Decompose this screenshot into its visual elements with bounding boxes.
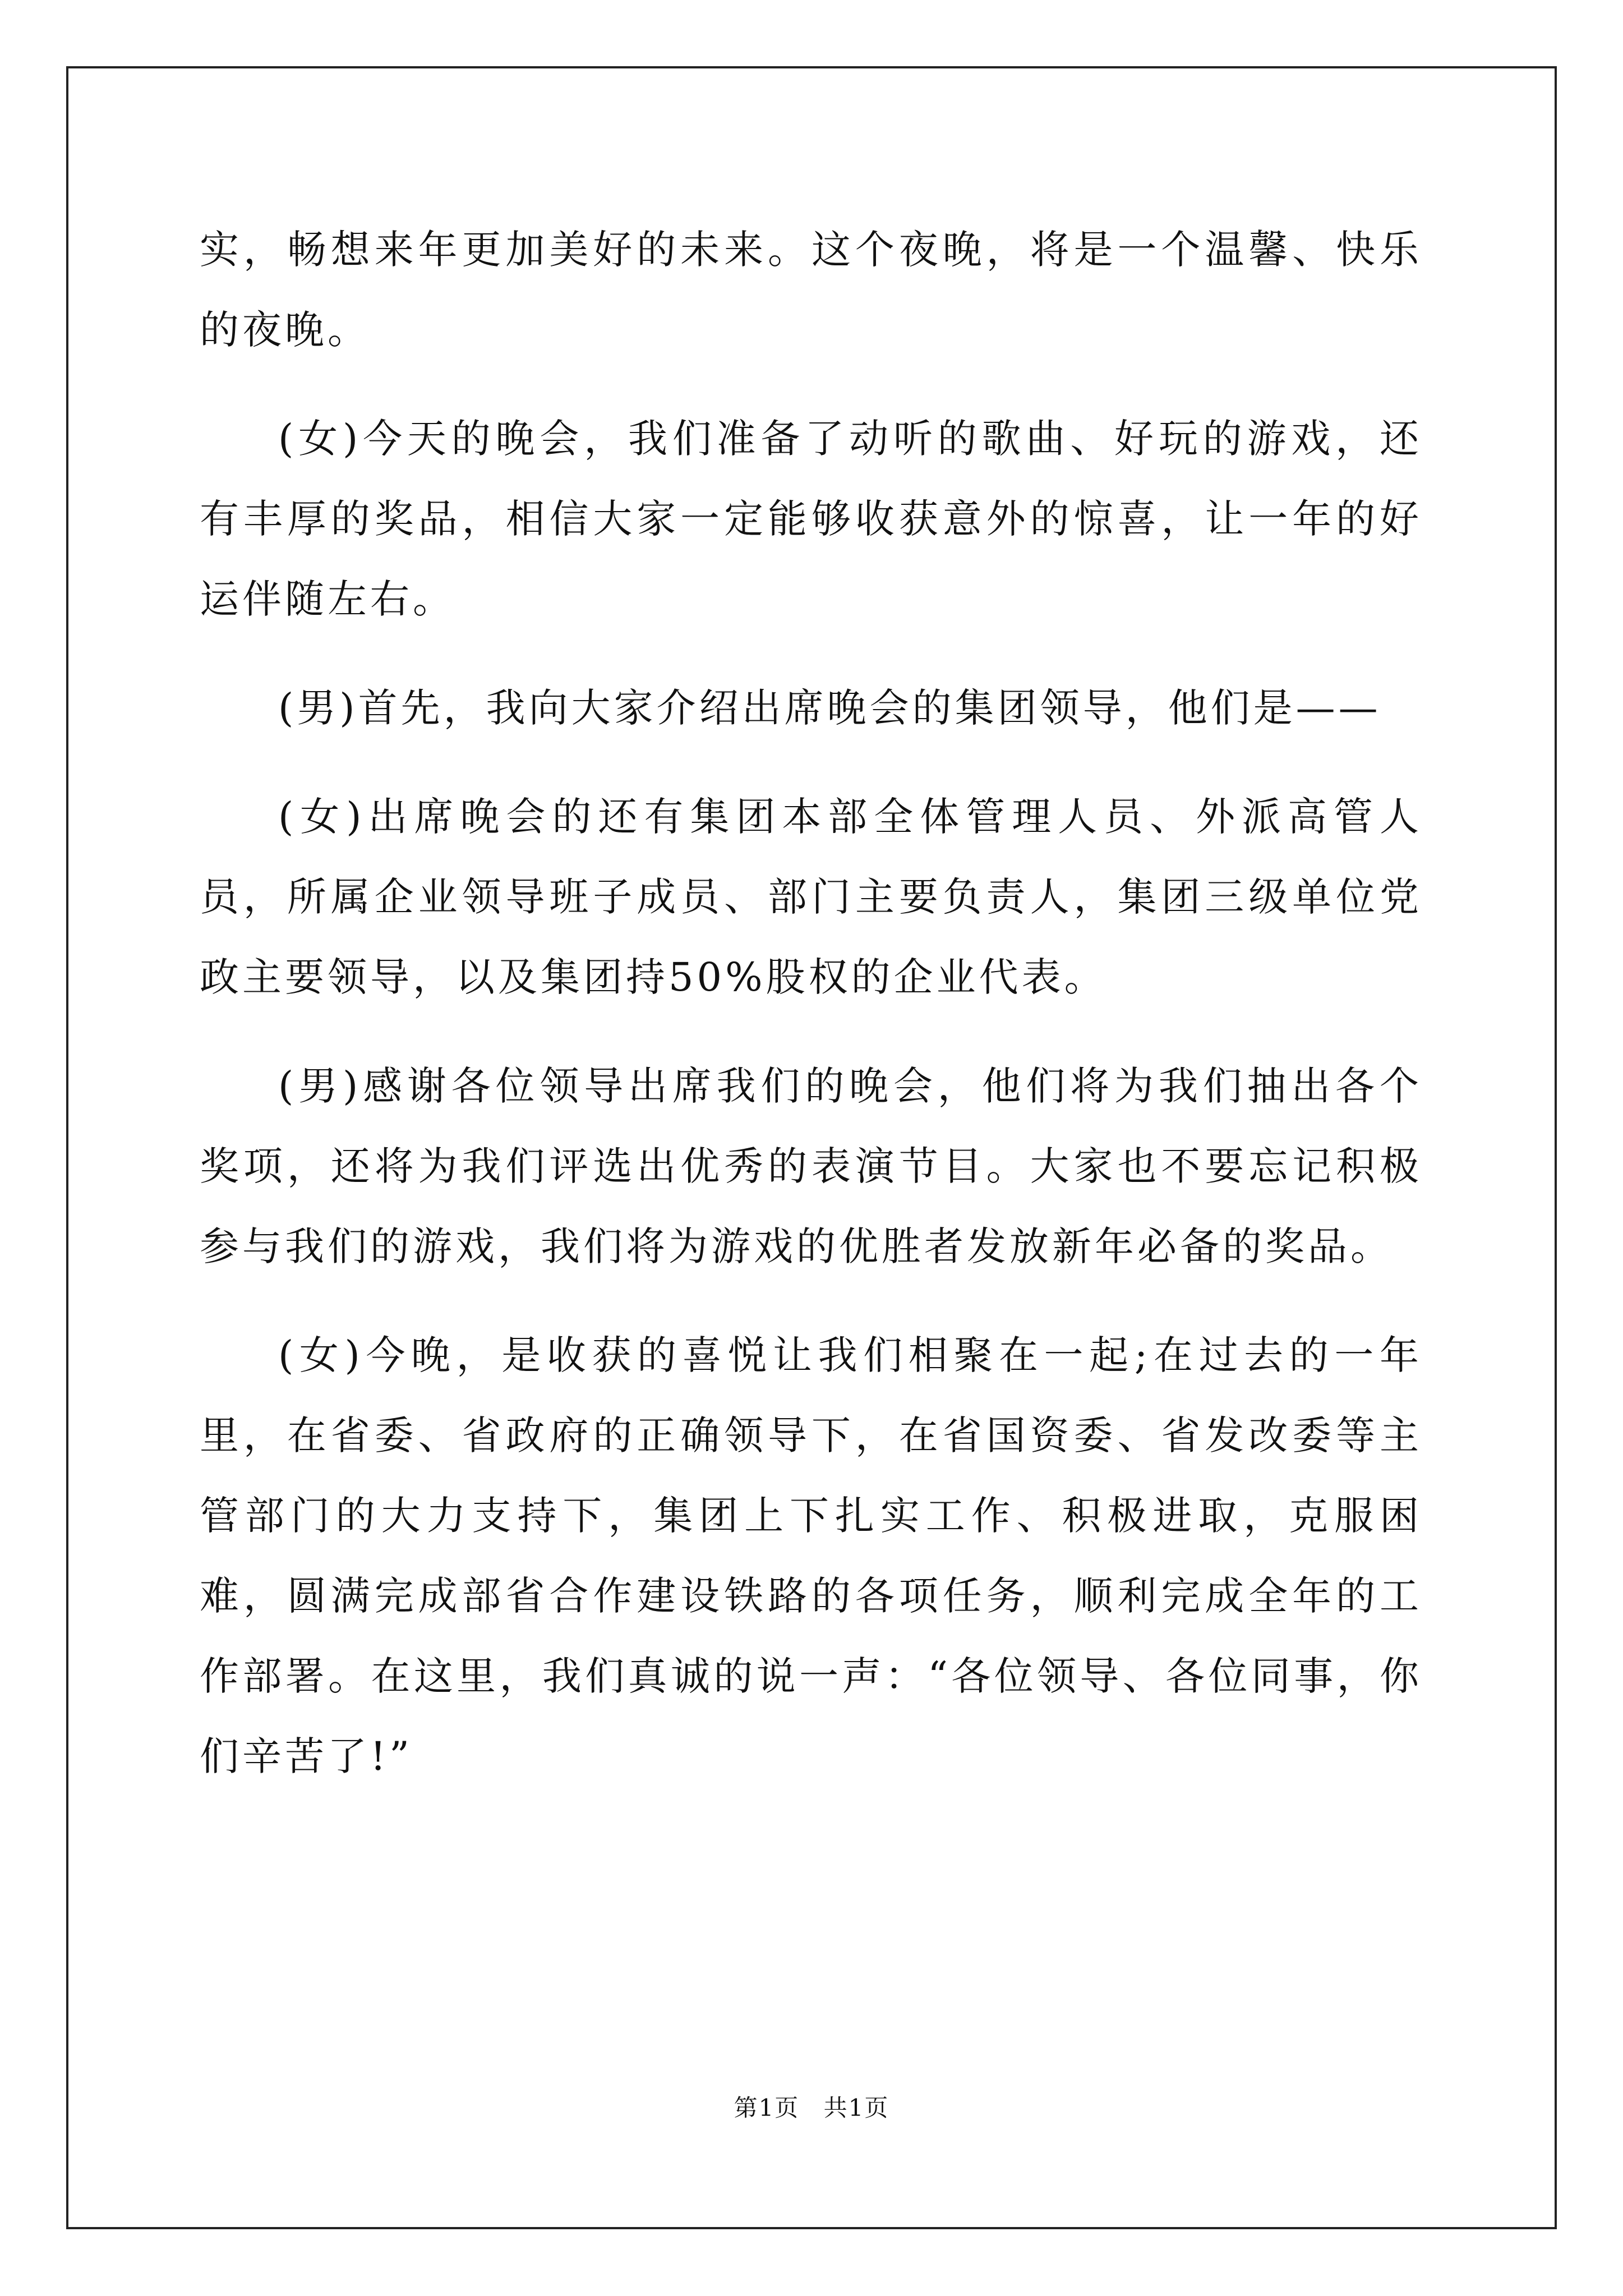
document-body — [200, 210, 1422, 1825]
page-total: 共1页 — [823, 2094, 889, 2122]
page-footer — [0, 2090, 1623, 2123]
paragraph-6: (女)今晚，是收获的喜悦让我们相聚在一起;在过去的一年里，在省委、省政府的正确领导下，在省国资委、省发改委等主管部门的大力支持下，集团上下扎实工作、积极进取，克服困难，圆满完成部省合作建设铁路的各项任务，顺利完成全年的工作部署。在这里，我们真诚的说一声：“各位领导、各位同事，你们辛苦了!” — [200, 1332, 1422, 1779]
paragraph-2: (女)今天的晚会，我们准备了动听的歌曲、好玩的游戏，还有丰厚的奖品，相信大家一定能够收获意外的惊喜，让一年的好运伴随左右。 — [200, 416, 1422, 622]
paragraph-1: 实，畅想来年更加美好的未来。这个夜晚，将是一个温馨、快乐的夜晚。 — [200, 227, 1422, 353]
paragraph-3: (男)首先，我向大家介绍出席晚会的集团领导，他们是—— — [278, 685, 1381, 731]
page-number: 第1页 — [734, 2094, 800, 2122]
paragraph-5: (男)感谢各位领导出席我们的晚会，他们将为我们抽出各个奖项，还将为我们评选出优秀的表演节目。大家也不要忘记积极参与我们的游戏，我们将为游戏的优胜者发放新年必备的奖品。 — [200, 1063, 1422, 1269]
paragraph-4: (女)出席晚会的还有集团本部全体管理人员、外派高管人员，所属企业领导班子成员、部门主要负责人，集团三级单位党政主要领导，以及集团持50%股权的企业代表。 — [200, 794, 1422, 1000]
